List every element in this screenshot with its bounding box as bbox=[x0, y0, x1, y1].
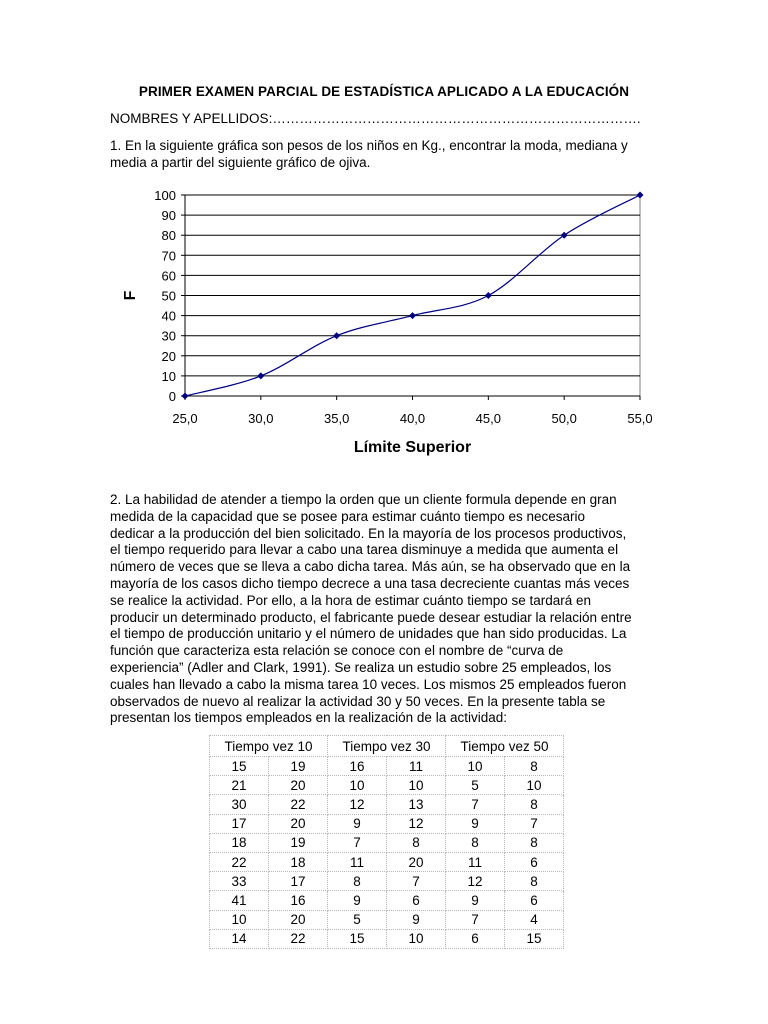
table-header: Tiempo vez 30 bbox=[328, 736, 446, 757]
y-tick-label: 0 bbox=[168, 389, 176, 404]
table-cell: 9 bbox=[446, 891, 505, 910]
table-cell: 20 bbox=[269, 910, 328, 929]
table-cell: 41 bbox=[210, 891, 269, 910]
table-row bbox=[210, 910, 564, 929]
table-cell: 7 bbox=[505, 814, 564, 833]
table-row bbox=[210, 872, 564, 891]
table-cell: 15 bbox=[210, 757, 269, 776]
table-cell: 10 bbox=[446, 757, 505, 776]
x-tick-label: 35,0 bbox=[324, 411, 350, 426]
table-cell: 9 bbox=[328, 814, 387, 833]
x-tick-label: 25,0 bbox=[172, 411, 198, 426]
table-cell: 20 bbox=[269, 814, 328, 833]
question-2-line: medida de la capacidad que se posee para estimar cuánto tiempo es necesario bbox=[110, 508, 586, 524]
table-cell: 8 bbox=[505, 872, 564, 891]
table-cell: 18 bbox=[210, 833, 269, 852]
table-cell: 13 bbox=[387, 795, 446, 814]
table-cell: 15 bbox=[328, 929, 387, 948]
table-row bbox=[210, 757, 564, 776]
y-tick-label: 70 bbox=[161, 248, 176, 264]
table-cell: 19 bbox=[269, 833, 328, 852]
table-cell: 9 bbox=[328, 891, 387, 910]
ogive-chart bbox=[0, 0, 768, 470]
x-tick-label: 40,0 bbox=[399, 411, 426, 426]
question-2-line: cuales han llevado a cabo la misma tarea 10 veces. Los mismos 25 empleados fueron bbox=[110, 676, 627, 692]
table-cell: 14 bbox=[210, 929, 269, 948]
y-tick-label: 90 bbox=[161, 208, 176, 224]
table-row bbox=[210, 929, 564, 948]
table-cell: 10 bbox=[387, 776, 446, 795]
table-cell: 11 bbox=[328, 852, 387, 871]
table-cell: 22 bbox=[269, 929, 328, 948]
y-tick-label: 30 bbox=[161, 328, 176, 344]
question-2-line: experiencia” (Adler and Clark, 1991). Se realiza un estudio sobre 25 empleados, los bbox=[110, 659, 612, 675]
table-cell: 10 bbox=[210, 910, 269, 929]
x-tick-label: 55,0 bbox=[627, 411, 653, 426]
times-table bbox=[209, 735, 564, 949]
table-row bbox=[210, 814, 564, 833]
table-cell: 12 bbox=[446, 872, 505, 891]
table-row bbox=[210, 833, 564, 852]
question-2-line: producir un determinado producto, el fabricante puede desear estudiar la relación entre bbox=[110, 609, 632, 625]
question-2-line: dedicar a la producción del bien solicitado. En la mayoría de los procesos productivos, bbox=[110, 525, 627, 541]
table-cell: 8 bbox=[505, 833, 564, 852]
question-2 bbox=[110, 492, 659, 727]
table-header: Tiempo vez 50 bbox=[446, 736, 564, 757]
table-cell: 20 bbox=[387, 852, 446, 871]
table-cell: 8 bbox=[505, 795, 564, 814]
table-cell: 17 bbox=[269, 872, 328, 891]
table-cell: 8 bbox=[328, 872, 387, 891]
table-cell: 20 bbox=[269, 776, 328, 795]
y-tick-label: 100 bbox=[154, 188, 176, 203]
table-cell: 21 bbox=[210, 776, 269, 795]
table-cell: 15 bbox=[505, 929, 564, 948]
x-tick-label: 30,0 bbox=[248, 411, 274, 426]
table-cell: 8 bbox=[387, 833, 446, 852]
y-tick-label: 50 bbox=[161, 288, 176, 304]
x-tick-label: 45,0 bbox=[475, 411, 501, 426]
table-cell: 10 bbox=[387, 929, 446, 948]
table-row bbox=[210, 852, 564, 871]
y-axis-title: F bbox=[122, 290, 139, 301]
table-cell: 5 bbox=[328, 910, 387, 929]
table-cell: 5 bbox=[446, 776, 505, 795]
exam-title: PRIMER EXAMEN PARCIAL DE ESTADÍSTICA APLICADO A LA EDUCACIÓN bbox=[138, 84, 630, 99]
table-cell: 9 bbox=[446, 814, 505, 833]
y-tick-label: 60 bbox=[161, 268, 176, 284]
table-cell: 18 bbox=[269, 852, 328, 871]
table-cell: 10 bbox=[328, 776, 387, 795]
table-cell: 11 bbox=[387, 757, 446, 776]
table-row bbox=[210, 795, 564, 814]
table-cell: 7 bbox=[328, 833, 387, 852]
table-cell: 6 bbox=[505, 852, 564, 871]
table-header-row bbox=[210, 736, 564, 757]
table-cell: 12 bbox=[328, 795, 387, 814]
question-2-line: presentan los tiempos empleados en la realización de la actividad: bbox=[110, 710, 507, 726]
y-tick-label: 80 bbox=[161, 228, 176, 244]
table-cell: 33 bbox=[210, 872, 269, 891]
table-cell: 6 bbox=[446, 929, 505, 948]
question-2-line: mayoría de los casos dicho tiempo decrece a una tasa decreciente cuantas más veces bbox=[110, 575, 630, 591]
table-cell: 6 bbox=[387, 891, 446, 910]
name-line: NOMBRES Y APELLIDOS:………………………………………………………………………. bbox=[110, 111, 641, 126]
question-1-line: 1. En la siguiente gráfica son pesos de los niños en Kg., encontrar la moda, mediana y bbox=[110, 138, 628, 153]
question-2-line: el tiempo de producción unitario y el número de unidades que han sido producidas. La bbox=[110, 626, 627, 642]
table-cell: 8 bbox=[446, 833, 505, 852]
y-tick-label: 20 bbox=[161, 348, 176, 364]
y-tick-label: 40 bbox=[161, 308, 176, 324]
table-cell: 9 bbox=[387, 910, 446, 929]
table-cell: 16 bbox=[328, 757, 387, 776]
question-1-line: media a partir del siguiente gráfico de ojiva. bbox=[110, 154, 371, 170]
question-2-line: función que caracteriza esta relación se conoce con el nombre de “curva de bbox=[110, 643, 564, 659]
question-2-line: el tiempo requerido para llevar a cabo una tarea disminuye a medida que aumenta el bbox=[110, 542, 619, 558]
question-2-line: se realice la actividad. Por ello, a la hora de estimar cuánto tiempo se tardará en bbox=[110, 592, 592, 608]
table-cell: 6 bbox=[505, 891, 564, 910]
table-cell: 19 bbox=[269, 757, 328, 776]
table-row bbox=[210, 776, 564, 795]
table-cell: 4 bbox=[505, 910, 564, 929]
x-tick-label: 50,0 bbox=[551, 411, 577, 426]
table-cell: 11 bbox=[446, 852, 505, 871]
table-cell: 16 bbox=[269, 891, 328, 910]
table-cell: 8 bbox=[505, 757, 564, 776]
table-row bbox=[210, 891, 564, 910]
table-cell: 7 bbox=[446, 795, 505, 814]
x-axis-title: Límite Superior bbox=[353, 439, 472, 456]
table-cell: 12 bbox=[387, 814, 446, 833]
question-2-line: 2. La habilidad de atender a tiempo la orden que un cliente formula depende en gran bbox=[110, 492, 617, 507]
table-cell: 22 bbox=[210, 852, 269, 871]
table-cell: 22 bbox=[269, 795, 328, 814]
table-header: Tiempo vez 10 bbox=[210, 736, 328, 757]
question-2-line: observados de nuevo al realizar la actividad 30 y 50 veces. En la presente tabla se bbox=[110, 693, 606, 709]
table-cell: 17 bbox=[210, 814, 269, 833]
table-cell: 7 bbox=[387, 872, 446, 891]
table-cell: 7 bbox=[446, 910, 505, 929]
y-tick-label: 10 bbox=[161, 368, 176, 384]
table-cell: 10 bbox=[505, 776, 564, 795]
table-cell: 30 bbox=[210, 795, 269, 814]
question-2-line: número de veces que se lleva a cabo dicha tarea. Más aún, se ha observado que en la bbox=[110, 559, 631, 575]
